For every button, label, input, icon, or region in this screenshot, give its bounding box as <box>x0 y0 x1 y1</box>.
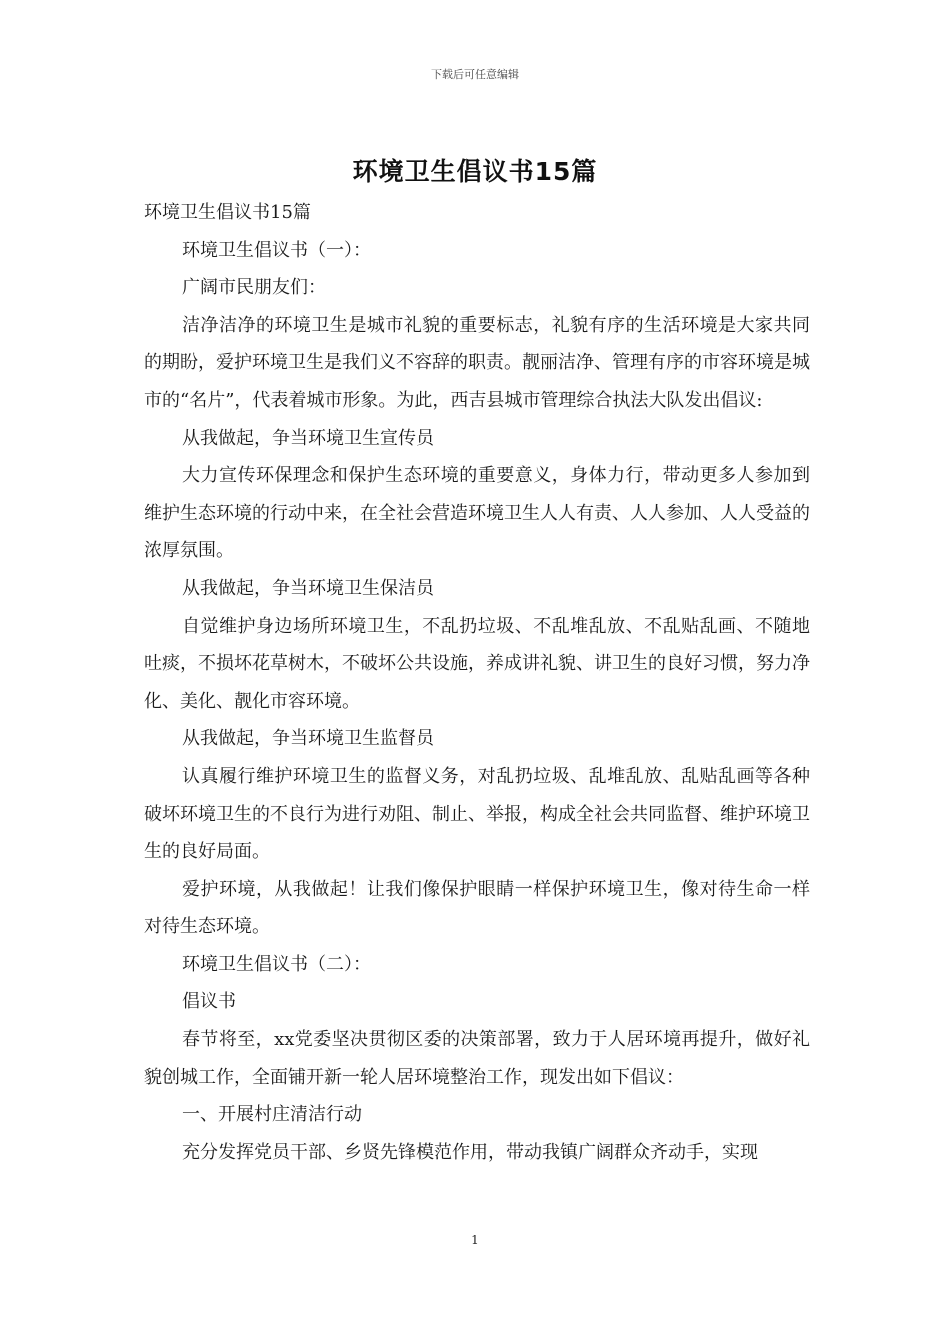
body-paragraph: 春节将至，xx党委坚决贯彻区委的决策部署，致力于人居环境再提升，做好礼貌创城工作，全面铺开新一轮人居环境整治工作，现发出如下倡议： <box>144 1029 810 1088</box>
body-paragraph: 洁净洁净的环境卫生是城市礼貌的重要标志，礼貌有序的生活环境是大家共同的期盼，爱护环境卫生是我们义不容辞的职责。靓丽洁净、管理有序的市容环境是城市的“名片”，代表着城市形象。为此，西吉县城市管理综合执法大队发出倡议: <box>144 314 810 411</box>
body-paragraph: 从我做起，争当环境卫生监督员 <box>182 728 434 750</box>
page-number: 1 <box>471 1233 479 1247</box>
body-paragraph: 认真履行维护环境卫生的监督义务，对乱扔垃圾、乱堆乱放、乱贴乱画等各种破坏环境卫生的不良行为进行劝阻、制止、举报，构成全社会共同监督、维护环境卫生的良好局面。 <box>144 765 810 863</box>
document-title: 环境卫生倡议书15篇 <box>352 157 598 186</box>
body-paragraph: 环境卫生倡议书（一）： <box>182 239 371 261</box>
body-paragraph: 爱护环境，从我做起！让我们像保护眼睛一样保护环境卫生，像对待生命一样对待生态环境。 <box>144 878 810 938</box>
body-paragraph: 环境卫生倡议书15篇 <box>144 202 311 223</box>
body-paragraph: 从我做起，争当环境卫生保洁员 <box>182 577 434 599</box>
body-paragraph: 自觉维护身边场所环境卫生，不乱扔垃圾、不乱堆乱放、不乱贴乱画、不随地吐痰，不损坏花草树木，不破坏公共设施，养成讲礼貌、讲卫生的良好习惯，努力净化、美化、靓化市容环境。 <box>144 615 810 712</box>
body-paragraph: 从我做起，争当环境卫生宣传员 <box>182 427 434 449</box>
body-paragraph: 倡议书 <box>182 991 236 1013</box>
body-paragraph: 环境卫生倡议书（二）： <box>182 953 371 975</box>
document-body <box>144 194 810 1171</box>
body-paragraph: 一、开展村庄清洁行动 <box>182 1104 362 1126</box>
body-paragraph: 充分发挥党员干部、乡贤先锋模范作用，带动我镇广阔群众齐动手，实现 <box>182 1141 758 1163</box>
body-paragraph: 大力宣传环保理念和保护生态环境的重要意义，身体力行，带动更多人参加到维护生态环境的行动中来，在全社会营造环境卫生人人有责、人人参加、人人受益的浓厚氛围。 <box>144 465 810 562</box>
page-header-note: 下载后可任意编辑 <box>431 68 519 81</box>
body-paragraph: 广阔市民朋友们： <box>182 277 326 299</box>
